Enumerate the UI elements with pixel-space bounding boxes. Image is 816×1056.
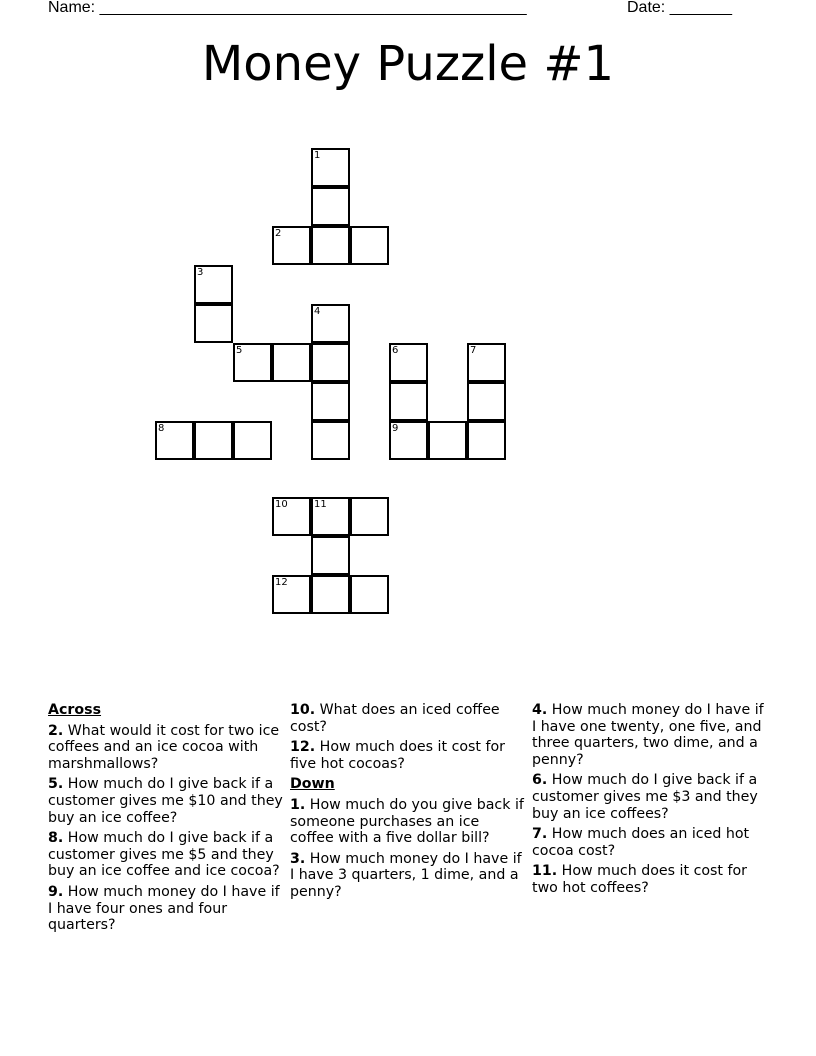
clue-text: How much do you give back if someone purchases an ice coffee with a five dollar bill? bbox=[290, 796, 524, 847]
clue-number: 2 bbox=[275, 228, 282, 239]
clue-text: How much does an iced hot cocoa cost? bbox=[532, 826, 750, 859]
crossword-cell[interactable] bbox=[272, 497, 311, 536]
down-heading: Down bbox=[290, 776, 335, 793]
crossword-cell[interactable] bbox=[389, 343, 428, 382]
clue-number: 4 bbox=[314, 306, 321, 317]
clues-column-1 bbox=[48, 702, 284, 938]
crossword-cell[interactable] bbox=[311, 226, 350, 265]
clue-number: 8. bbox=[48, 830, 64, 847]
crossword-cell[interactable] bbox=[194, 265, 233, 304]
crossword-cell[interactable] bbox=[233, 343, 272, 382]
crossword-cell[interactable] bbox=[272, 575, 311, 614]
crossword-cell[interactable] bbox=[311, 421, 350, 460]
clue-across-9 bbox=[48, 884, 284, 934]
crossword-cell[interactable] bbox=[272, 343, 311, 382]
crossword-cell[interactable] bbox=[467, 382, 506, 421]
crossword-cell[interactable] bbox=[155, 421, 194, 460]
clue-down-7 bbox=[532, 826, 768, 859]
date-field-label: Date: _______ bbox=[627, 0, 732, 16]
header bbox=[48, 0, 768, 18]
clue-number: 12 bbox=[275, 577, 288, 588]
clue-text: How much money do I have if I have one twenty, one five, and three quarters, two dime, and a penny? bbox=[532, 702, 764, 768]
across-heading: Across bbox=[48, 702, 102, 718]
clue-across-8 bbox=[48, 830, 284, 880]
page-title: Money Puzzle #1 bbox=[201, 36, 615, 92]
clue-text: What would it cost for two ice coffees and an ice cocoa with marshmallows? bbox=[48, 722, 280, 772]
clue-number: 6 bbox=[392, 345, 399, 356]
clue-across-2 bbox=[48, 723, 284, 773]
clue-number: 11 bbox=[314, 499, 327, 510]
clue-number: 12. bbox=[290, 739, 316, 756]
clues-column-2 bbox=[290, 702, 526, 905]
crossword-cell[interactable] bbox=[311, 343, 350, 382]
clue-number: 7. bbox=[532, 826, 548, 843]
crossword-cell[interactable] bbox=[311, 575, 350, 614]
clue-text: How much do I give back if a customer gives me $5 and they buy an ice coffee and ice cocoa? bbox=[48, 830, 280, 880]
clue-number: 9. bbox=[48, 883, 64, 900]
crossword-cell[interactable] bbox=[428, 421, 467, 460]
crossword-cell[interactable] bbox=[350, 226, 389, 265]
crossword-cell[interactable] bbox=[467, 421, 506, 460]
clue-number: 11. bbox=[532, 863, 558, 880]
crossword-cell[interactable] bbox=[311, 497, 350, 536]
crossword-cell[interactable] bbox=[311, 187, 350, 226]
clue-number: 9 bbox=[392, 423, 399, 434]
clue-text: How much money do I have if I have four ones and four quarters? bbox=[48, 883, 280, 934]
clue-number: 8 bbox=[158, 423, 165, 434]
crossword-cell[interactable] bbox=[311, 304, 350, 343]
clue-down-3 bbox=[290, 851, 526, 901]
clue-number: 10 bbox=[275, 499, 288, 510]
crossword-cell[interactable] bbox=[467, 343, 506, 382]
clue-down-6 bbox=[532, 772, 768, 822]
clue-text: How much money do I have if I have 3 quarters, 1 dime, and a penny? bbox=[290, 850, 522, 900]
clue-text: How much do I give back if a customer gives me $10 and they buy an ice coffee? bbox=[48, 776, 283, 826]
clue-across-5 bbox=[48, 776, 284, 826]
crossword-cell[interactable] bbox=[311, 536, 350, 575]
crossword-cell[interactable] bbox=[194, 421, 233, 460]
clues-column-3 bbox=[532, 702, 768, 901]
clue-number: 6. bbox=[532, 772, 548, 789]
clue-number: 10. bbox=[290, 702, 316, 718]
clue-text: How much does it cost for two hot coffees? bbox=[532, 863, 748, 896]
clue-number: 5. bbox=[48, 776, 64, 793]
clue-number: 1. bbox=[290, 796, 306, 813]
clue-across-10 bbox=[290, 702, 526, 735]
crossword-cell[interactable] bbox=[311, 148, 350, 187]
crossword-cell[interactable] bbox=[350, 575, 389, 614]
name-field-label: Name: ________________________________________________ bbox=[48, 0, 527, 16]
clue-number: 3 bbox=[197, 267, 204, 278]
clue-number: 4. bbox=[532, 702, 548, 718]
crossword-cell[interactable] bbox=[272, 226, 311, 265]
clue-down-4 bbox=[532, 702, 768, 768]
crossword-cell[interactable] bbox=[311, 382, 350, 421]
clue-across-12 bbox=[290, 739, 526, 772]
clue-text: How much does it cost for five hot cocoas? bbox=[290, 739, 506, 772]
crossword-cell[interactable] bbox=[389, 382, 428, 421]
clue-down-11 bbox=[532, 863, 768, 896]
crossword-cell[interactable] bbox=[389, 421, 428, 460]
crossword-cell[interactable] bbox=[233, 421, 272, 460]
clue-number: 7 bbox=[470, 345, 477, 356]
clue-down-1 bbox=[290, 797, 526, 847]
crossword-cell[interactable] bbox=[194, 304, 233, 343]
clue-number: 5 bbox=[236, 345, 243, 356]
clue-number: 3. bbox=[290, 850, 306, 867]
clue-number: 1 bbox=[314, 150, 321, 161]
clue-text: What does an iced coffee cost? bbox=[290, 702, 500, 735]
crossword-cell[interactable] bbox=[350, 497, 389, 536]
clue-text: How much do I give back if a customer gives me $3 and they buy an ice coffees? bbox=[532, 772, 758, 822]
clue-number: 2. bbox=[48, 722, 64, 739]
